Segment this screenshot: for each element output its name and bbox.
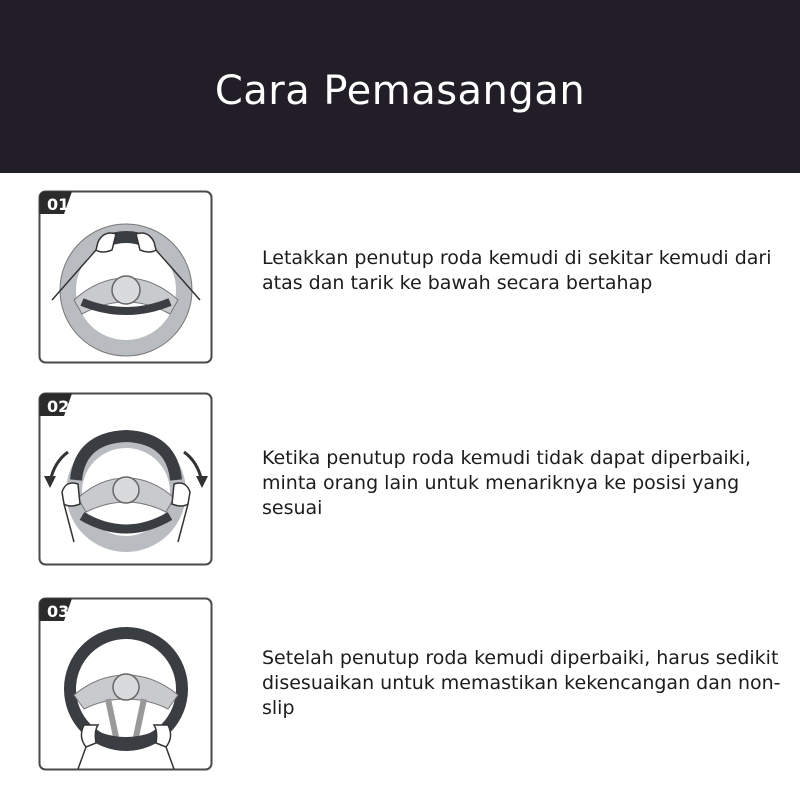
step-1-illustration (38, 190, 213, 364)
step-1-number: 01 (47, 195, 70, 214)
step-2-text: Ketika penutup roda kemudi tidak dapat diperbaiki, minta orang lain untuk menariknya ke posisi yang sesuai (262, 447, 751, 519)
step-1-text: Letakkan penutup roda kemudi di sekitar kemudi dari atas dan tarik ke bawah secara bertahap (262, 247, 772, 294)
step-3-number: 03 (47, 602, 70, 621)
page-title: Cara Pemasangan (214, 67, 586, 114)
header-banner (0, 0, 800, 173)
step-2-number: 02 (47, 397, 70, 416)
step-3-text: Setelah penutup roda kemudi diperbaiki, harus sedikit disesuaikan untuk memastikan kekencangan dan non-slip (262, 647, 781, 719)
step-3-illustration (38, 597, 213, 771)
steering-wheel-cover-top-icon (38, 190, 213, 364)
steering-wheel-cover-fitted-icon (38, 597, 213, 771)
steering-wheel-cover-stretch-icon (38, 392, 213, 566)
step-2-illustration (38, 392, 213, 566)
